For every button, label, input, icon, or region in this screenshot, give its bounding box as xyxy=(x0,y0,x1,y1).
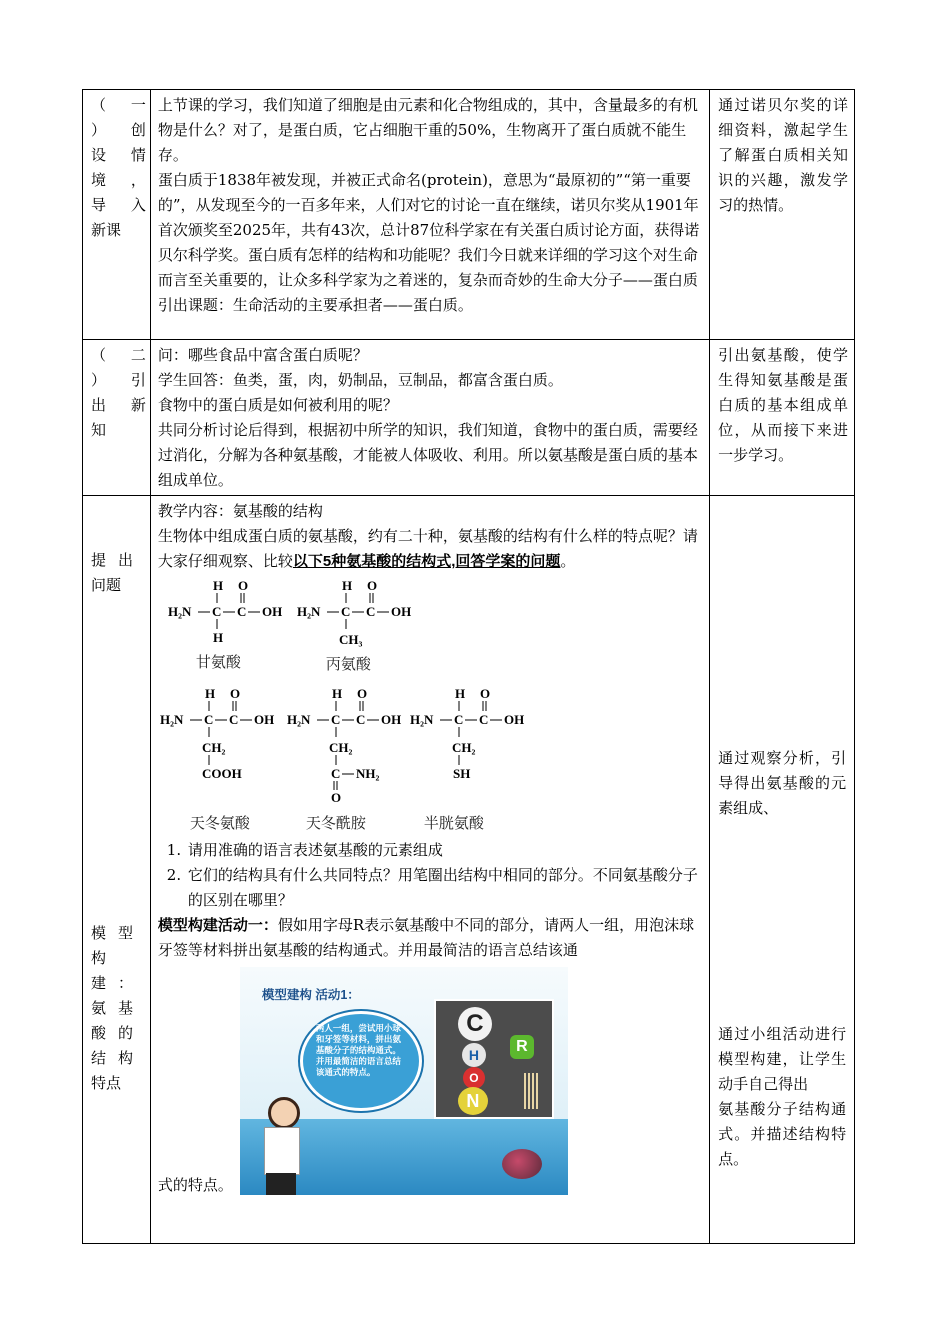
content-cell xyxy=(150,90,709,340)
svg-text:H₂N: H₂N xyxy=(286,712,311,727)
content-cell xyxy=(150,496,709,1244)
ball-h: H xyxy=(462,1043,486,1067)
stage-label-model: 模 型 构 建 ： 氨 基 酸 的 结 构 特点 xyxy=(91,924,133,1092)
intent-cell xyxy=(710,90,855,340)
svg-text:O: O xyxy=(479,686,490,701)
amino-acid-name: 天冬酰胺 xyxy=(305,814,366,832)
speech-bubble-text: 两人一组，尝试用小球和牙签等材料，拼出氨基酸分子的结构通式。并用最简洁的语言总结该通式的特点。 xyxy=(315,1023,401,1077)
svg-text:OH: OH xyxy=(380,712,402,727)
activity-label: 模型构建活动一： xyxy=(157,916,278,934)
ball-o: O xyxy=(463,1067,485,1089)
slide-title: 模型建构 活动1： xyxy=(261,988,360,1002)
intent-text: 通过小组活动进行模型构建，让学生动手自己得出 氨基酸分子结构通式。并描述结构特点。 xyxy=(718,1025,847,1168)
svg-text:H: H xyxy=(212,630,223,645)
amino-acid-name: 丙氨酸 xyxy=(325,655,371,673)
stage-label-cell xyxy=(83,496,151,1244)
paragraph: 蛋白质于1838年被发现，并被正式命名(protein)，意思为“最原初的”“第一重要的”，从发现至今的一百多年来，人们对它的讨论一直在继续，诺贝尔奖从1901年首次颁奖至2025年，共有43次，总计87位科学家在有关蛋白质讨论方面，获得诺贝尔科学奖。蛋白质有怎样的结构和功能呢？我们今日就来详细的学习这个对生命而言至关重要的，让众多科学家为之着迷的，复杂而奇妙的生命大分子——蛋白质 xyxy=(157,171,700,289)
table-row xyxy=(83,340,855,496)
paragraph: 教学内容：氨基酸的结构 xyxy=(157,502,323,520)
paragraph: 学生回答：鱼类，蛋，肉，奶制品，豆制品，都富含蛋白质。 xyxy=(157,371,563,389)
stage-label-cell xyxy=(83,340,151,496)
svg-text:C: C xyxy=(330,766,341,781)
amino-acid-name: 甘氨酸 xyxy=(195,653,241,671)
svg-text:C: C xyxy=(453,712,464,727)
amino-acid-name: 半胱氨酸 xyxy=(423,814,484,832)
emphasis-text: 以下5种氨基酸的结构式,回答学案的问题 xyxy=(292,553,561,570)
svg-text:CH₂: CH₂ xyxy=(451,740,476,755)
intent-text: 通过诺贝尔奖的详细资料，激起学生了解蛋白质相关知识的兴趣，激发学习的热情。 xyxy=(718,96,848,214)
svg-text:C: C xyxy=(203,712,214,727)
svg-text:H: H xyxy=(212,578,223,593)
ball-c: C xyxy=(458,1007,492,1041)
svg-text:C: C xyxy=(236,604,247,619)
stage-label-cell xyxy=(83,90,151,340)
list-item: 2. 它们的结构具有什么共同特点？用笔圈出结构中相同的部分。不同氨基酸分子的区别在哪里？ xyxy=(186,863,703,913)
lesson-table-wrapper xyxy=(82,89,855,1244)
svg-text:C: C xyxy=(355,712,366,727)
svg-text:C: C xyxy=(211,604,222,619)
svg-text:SH: SH xyxy=(452,766,471,781)
toothpicks xyxy=(524,1073,538,1109)
paragraph: 食物中的蛋白质是如何被利用的呢？ xyxy=(157,396,398,414)
paragraph: 引出课题：生命活动的主要承担者——蛋白质。 xyxy=(157,296,473,314)
ball-r: R xyxy=(510,1035,534,1059)
glycine-formula xyxy=(168,578,288,652)
cysteine-formula xyxy=(410,686,530,794)
svg-text:H: H xyxy=(341,578,352,593)
svg-text:C: C xyxy=(478,712,489,727)
paragraph: 上节课的学习，我们知道了细胞是由元素和化合物组成的，其中，含量最多的有机物是什么？对了，是蛋白质，它占细胞干重的50%，生物离开了蛋白质就不能生存。 xyxy=(157,96,698,164)
svg-text:NH₂: NH₂ xyxy=(355,766,380,781)
intent-cell xyxy=(710,340,855,496)
intent-cell xyxy=(710,496,855,1244)
activity-slide-image xyxy=(240,967,568,1195)
lesson-plan-table xyxy=(82,89,855,1244)
svg-text:CH₂: CH₂ xyxy=(201,740,226,755)
question-paragraph: 生物体中组成蛋白质的氨基酸，约有二十种，氨基酸的结构有什么样的特点呢？请大家仔细观察、比较以下5种氨基酸的结构式,回答学案的问题。 xyxy=(157,527,698,570)
stage-label: （ 二 ） 引 出 新 知 xyxy=(91,346,146,439)
stage-label-question: 提 出 问题 xyxy=(91,551,133,594)
svg-text:OH: OH xyxy=(253,712,275,727)
content-cell xyxy=(150,340,709,496)
svg-text:CH₂: CH₂ xyxy=(328,740,353,755)
svg-text:C: C xyxy=(340,604,351,619)
svg-text:COOH: COOH xyxy=(201,766,242,781)
structural-formulas-row-2 xyxy=(158,684,703,834)
activity-paragraph: 模型构建活动一：假如用字母R表示氨基酸中不同的部分，请两人一组，用泡沫球牙签等材料拼出氨基酸的结构通式。并用最简洁的语言总结该通 xyxy=(157,916,695,959)
intent-text: 通过观察分析，引导得出氨基酸的元素组成、 xyxy=(718,749,847,817)
svg-text:O: O xyxy=(229,686,240,701)
stage-label: （ 一 ） 创 设 情 境 ， 导 入 新课 xyxy=(91,96,146,239)
aspartic-acid-formula xyxy=(160,686,280,804)
structural-formulas-row-1 xyxy=(158,578,703,680)
svg-text:CH₃: CH₃ xyxy=(338,632,363,647)
intent-text: 引出氨基酸，使学生得知氨基酸是蛋白质的基本组成单位，从而接下来进一步学习。 xyxy=(718,346,848,464)
svg-text:OH: OH xyxy=(503,712,525,727)
amino-acid-name: 天冬氨酸 xyxy=(189,814,250,832)
molecule-model-image xyxy=(502,1149,542,1179)
svg-text:OH: OH xyxy=(261,604,283,619)
svg-text:C: C xyxy=(330,712,341,727)
table-row xyxy=(83,90,855,340)
alanine-formula xyxy=(297,578,417,658)
svg-text:H: H xyxy=(454,686,465,701)
svg-text:H₂N: H₂N xyxy=(159,712,184,727)
paragraph: 共同分析讨论后得到，根据初中所学的知识，我们知道，食物中的蛋白质，需要经过消化，分解为各种氨基酸，才能被人体吸收、利用。所以氨基酸是蛋白质的基本组成单位。 xyxy=(157,421,698,489)
table-row xyxy=(83,496,855,1244)
asparagine-formula xyxy=(287,686,412,814)
svg-text:H₂N: H₂N xyxy=(167,604,192,619)
ball-n: N xyxy=(458,1087,488,1115)
model-balls-photo xyxy=(434,999,554,1119)
paragraph: 问：哪些食品中富含蛋白质呢？ xyxy=(157,346,368,364)
svg-text:O: O xyxy=(356,686,367,701)
svg-text:O: O xyxy=(366,578,377,593)
svg-text:OH: OH xyxy=(390,604,412,619)
svg-text:H: H xyxy=(204,686,215,701)
svg-text:H₂N: H₂N xyxy=(409,712,434,727)
list-item: 1. 请用准确的语言表述氨基酸的元素组成 xyxy=(186,838,703,863)
task-list xyxy=(158,838,703,913)
svg-text:H: H xyxy=(331,686,342,701)
teacher-figure xyxy=(254,1097,308,1195)
svg-text:O: O xyxy=(330,790,341,805)
svg-text:C: C xyxy=(228,712,239,727)
paragraph: 式的特点。 xyxy=(157,1176,233,1194)
svg-text:C: C xyxy=(365,604,376,619)
svg-text:O: O xyxy=(237,578,248,593)
svg-text:H₂N: H₂N xyxy=(296,604,321,619)
